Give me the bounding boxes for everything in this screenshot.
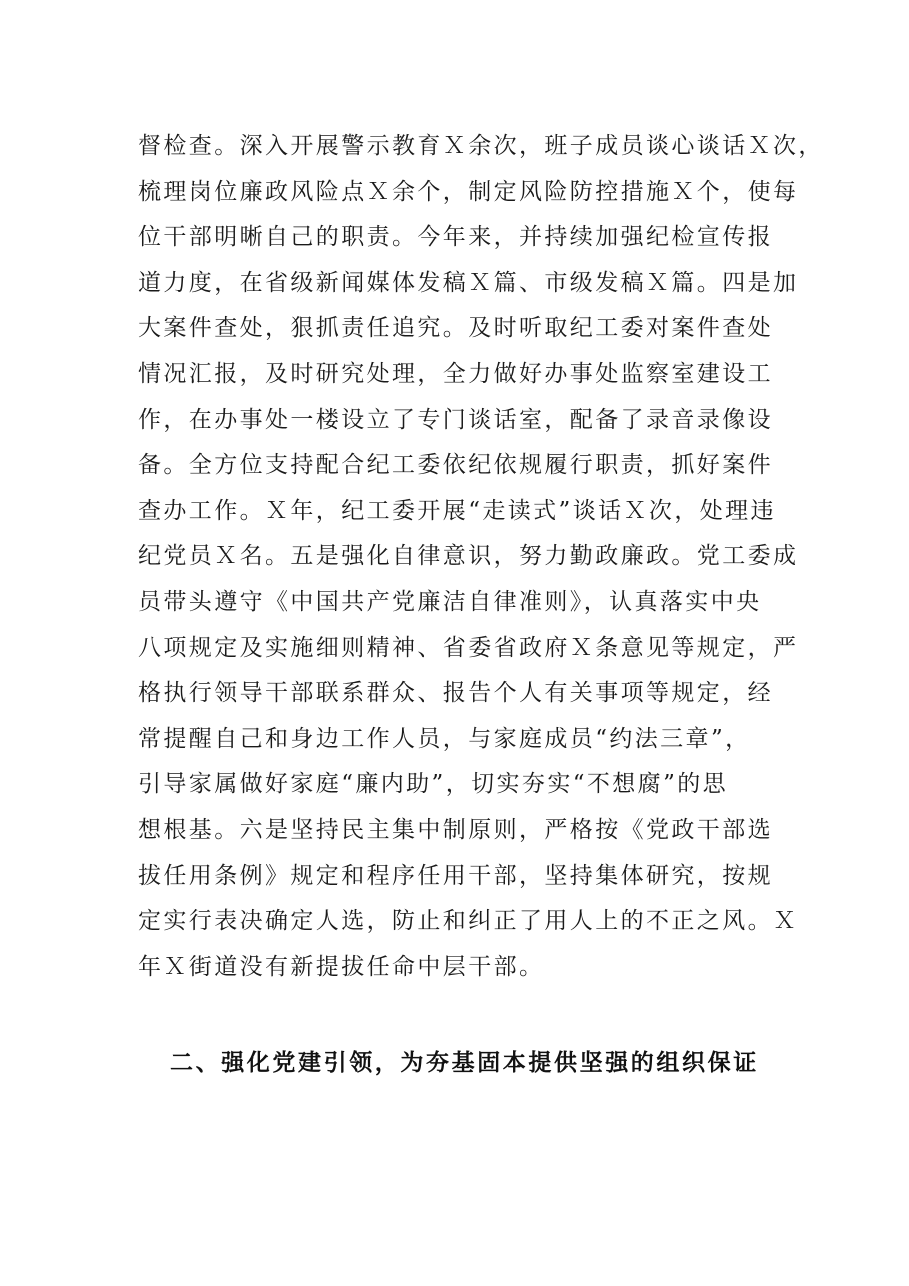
paragraph-line: 定实行表决确定人选，防止和纠正了用人上的不正之风。Ｘ bbox=[138, 908, 799, 935]
section-heading: 二、强化党建引领，为夯基固本提供坚强的组织保证 bbox=[170, 1050, 759, 1076]
paragraph-line: 位干部明晰自己的职责。今年来，并持续加强纪检宣传报 bbox=[138, 224, 773, 251]
paragraph-line: 督检查。深入开展警示教育Ｘ余次，班子成员谈心谈话Ｘ次， bbox=[138, 133, 824, 159]
paragraph-line: 纪党员Ｘ名。五是强化自律意识，努力勤政廉政。党工委成 bbox=[138, 543, 799, 570]
paragraph-line: 查办工作。Ｘ年，纪工委开展“走读式”谈话Ｘ次，处理违 bbox=[138, 497, 776, 524]
paragraph-line: 作，在办事处一楼设立了专门谈话室，配备了录音录像设 bbox=[138, 406, 773, 433]
paragraph-line: 想根基。六是坚持民主集中制原则，严格按《党政干部选 bbox=[138, 816, 773, 843]
paragraph-line: 年Ｘ街道没有新提拔任命中层干部。 bbox=[138, 953, 545, 980]
paragraph-line: 格执行领导干部联系群众、报告个人有关事项等规定，经 bbox=[138, 680, 773, 707]
paragraph-line: 常提醒自己和身边工作人员，与家庭成员“约法三章”， bbox=[138, 725, 751, 752]
paragraph-line: 拔任用条例》规定和程序任用干部，坚持集体研究，按规 bbox=[138, 862, 773, 889]
paragraph-line: 梳理岗位廉政风险点Ｘ余个，制定风险防控措施Ｘ个，使每 bbox=[138, 178, 799, 205]
paragraph-line: 大案件查处，狠抓责任追究。及时听取纪工委对案件查处 bbox=[138, 315, 773, 342]
body-paragraph bbox=[138, 124, 824, 990]
paragraph-line: 道力度，在省级新闻媒体发稿Ｘ篇、市级发稿Ｘ篇。四是加 bbox=[138, 269, 799, 296]
paragraph-line: 备。全方位支持配合纪工委依纪依规履行职责，抓好案件 bbox=[138, 452, 773, 479]
paragraph-line: 引导家属做好家庭“廉内助”，切实夯实“不想腐”的思 bbox=[138, 771, 729, 798]
paragraph-line: 情况汇报，及时研究处理，全力做好办事处监察室建设工 bbox=[138, 360, 773, 387]
paragraph-line: 八项规定及实施细则精神、省委省政府Ｘ条意见等规定，严 bbox=[138, 634, 799, 661]
paragraph-line: 员带头遵守《中国共产党廉洁自律准则》，认真落实中央 bbox=[138, 588, 762, 615]
